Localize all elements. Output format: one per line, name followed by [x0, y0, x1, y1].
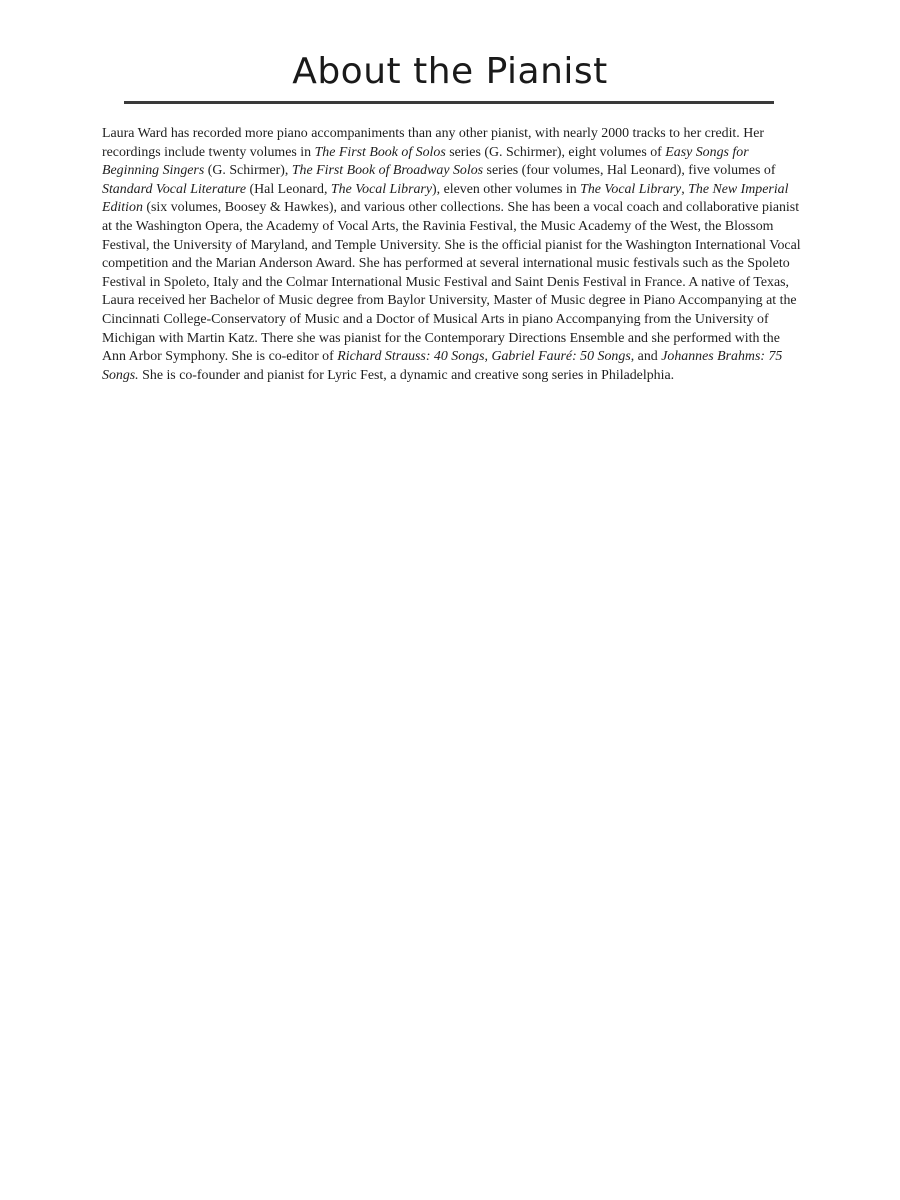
- book-title: The First Book of Broadway Solos: [291, 163, 484, 179]
- book-title: Gabriel Fauré: 50 Songs: [491, 349, 631, 365]
- bio-text: series (four volumes, Hal Leonard), five volumes of: [483, 163, 776, 179]
- bio-text: (six volumes, Boosey & Hawkes), and various other collections. She has been a vocal coach and collaborative pianist at the Washington Opera, the Academy of Vocal Arts, the Ravinia Festival, the Music Academy of the West, the Blossom Festival, the University of Maryland, and Temple University. She is the official pianist for the Washington International Vocal competition and the Marian Anderson Award. She has performed at several international music festivals such as the Spoleto Festival in Spoleto, Italy and the Colmar International Music Festival and Saint Denis Festival in France. A native of Texas, Laura received her Bachelor of Music degree from Baylor University, Master of Music degree in Piano Accompanying at the Cincinnati College-Conservatory of Music and a Doctor of Musical Arts in piano Accompanying from the University of Michigan with Martin Katz. There she was pianist for the Contemporary Directions Ensemble and she performed with the Ann Arbor Symphony. She is co-editor of: [102, 200, 801, 365]
- book-title: The New Imperial Edition: [102, 181, 789, 216]
- bio-text: ,: [484, 349, 492, 365]
- bio-text: She is co-founder and pianist for Lyric Fest, a dynamic and creative song series in Philadelphia.: [138, 367, 675, 383]
- bio-text: series (G. Schirmer), eight volumes of: [445, 144, 666, 160]
- book-title: The Vocal Library: [580, 181, 682, 197]
- page-title: About the Pianist: [292, 51, 608, 92]
- bio-text: (Hal Leonard,: [246, 181, 331, 197]
- bio-text: (G. Schirmer),: [204, 163, 292, 179]
- bio-text: Laura Ward has recorded more piano accompaniments than any other pianist, with nearly 2000 tracks to her credit. Her recordings include twenty volumes in: [102, 126, 765, 160]
- book-title: The Vocal Library: [330, 181, 432, 197]
- book-title: Richard Strauss: 40 Songs: [337, 349, 485, 365]
- book-title: Johannes Brahms: 75 Songs.: [102, 349, 783, 383]
- biography-paragraph: [102, 125, 802, 385]
- title-divider: [124, 101, 774, 104]
- book-title: Standard Vocal Literature: [102, 181, 247, 197]
- bio-text: ,: [681, 181, 689, 197]
- bio-text: , and: [630, 349, 662, 365]
- book-title: Easy Songs for Beginning Singers: [102, 144, 749, 179]
- bio-text: ), eleven other volumes in: [432, 181, 581, 197]
- book-title: The First Book of Solos: [314, 144, 446, 160]
